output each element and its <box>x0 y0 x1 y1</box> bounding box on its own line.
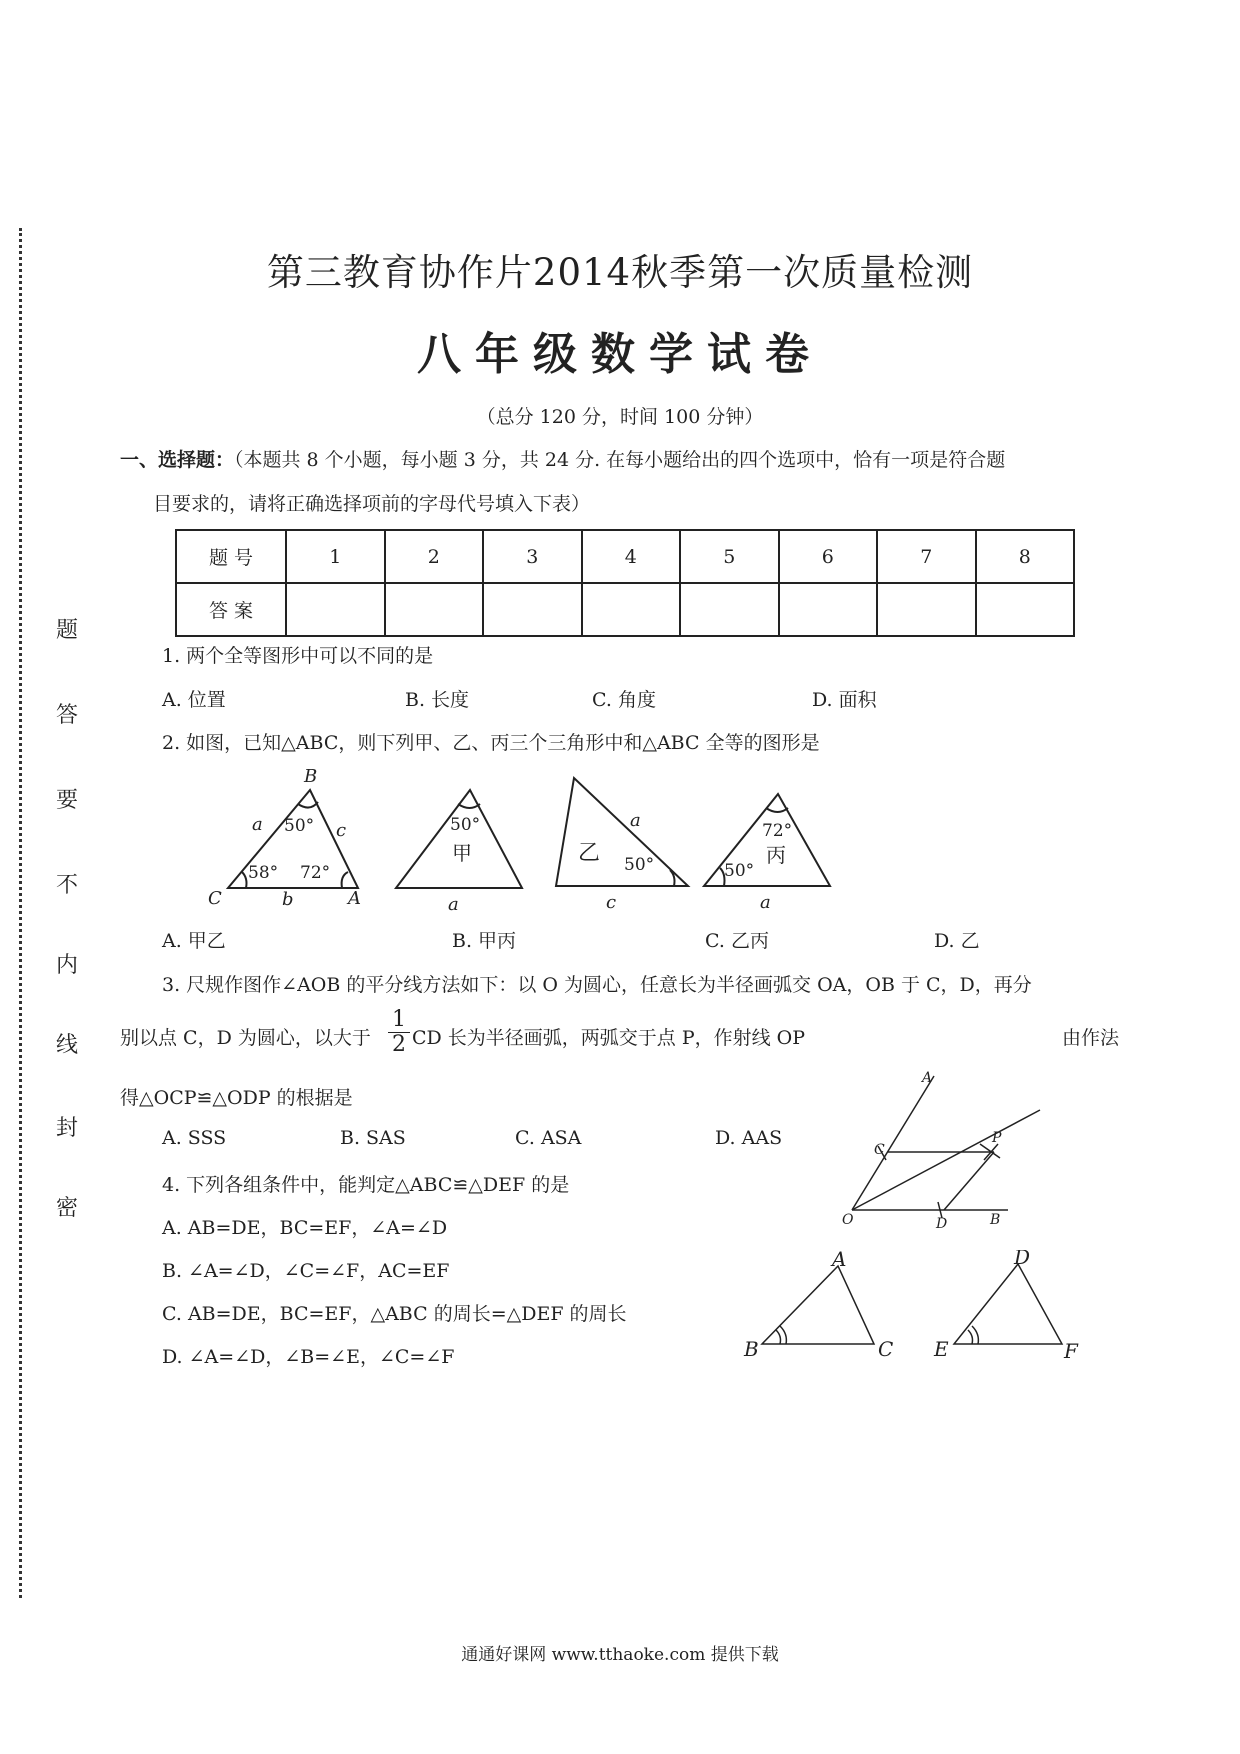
triangle-yi <box>556 778 688 886</box>
q4-option-c: C. AB=DE，BC=EF，△ABC 的周长=△DEF 的周长 <box>162 1303 627 1325</box>
label-a-vertex: A <box>348 888 361 909</box>
seal-char: 不 <box>56 873 79 898</box>
jia-side-label: a <box>448 894 459 915</box>
table-header-cell: 题 号 <box>176 530 286 583</box>
question-1-stem: 1. 两个全等图形中可以不同的是 <box>162 645 434 667</box>
q2-triangles-figure <box>200 760 860 920</box>
q1-option-b: B. 长度 <box>405 689 470 711</box>
section-desc-line1: （本题共 8 个小题，每小题 3 分，共 24 分. 在每小题给出的四个选项中，恰有一项是符合题 <box>234 449 1006 471</box>
fraction-one-half <box>388 1008 410 1057</box>
triangle-jia <box>396 790 522 888</box>
seal-char: 封 <box>56 1116 79 1141</box>
q4-option-d: D. ∠A=∠D，∠B=∠E，∠C=∠F <box>162 1346 455 1368</box>
answer-cell[interactable] <box>680 583 779 636</box>
q2-option-b: B. 甲丙 <box>452 930 517 952</box>
question-number-cell: 8 <box>976 530 1075 583</box>
question-3-line2-pre: 别以点 C，D 为圆心，以大于 <box>120 1027 371 1049</box>
fraction-numerator: 1 <box>388 1008 410 1033</box>
section-heading: 一、选择题： <box>120 449 235 471</box>
bing-side-label: a <box>760 892 771 913</box>
page-footer: 通通好课网 www.tthaoke.com 提供下载 <box>461 1645 779 1665</box>
seal-char: 线 <box>56 1033 79 1058</box>
bing-angle2-label: 50° <box>724 861 755 881</box>
q4-label-b: B <box>744 1337 759 1361</box>
q4-option-b: B. ∠A=∠D，∠C=∠F，AC=EF <box>162 1260 450 1282</box>
table-header-cell: 答 案 <box>176 583 286 636</box>
answer-cell[interactable] <box>877 583 976 636</box>
question-3-line1: 3. 尺规作图作∠AOB 的平分线方法如下：以 O 为圆心，任意长为半径画弧交 OA，OB 于 C，D，再分 <box>162 974 1032 996</box>
jia-name: 甲 <box>452 841 472 865</box>
fig-label-p: P <box>992 1130 1002 1146</box>
answer-cell[interactable] <box>779 583 878 636</box>
q2-option-d: D. 乙 <box>934 930 980 952</box>
side-b-label: b <box>282 889 294 910</box>
q1-option-d: D. 面积 <box>812 689 877 711</box>
exam-info: （总分 120 分，时间 100 分钟） <box>476 406 764 428</box>
angle-bisector-figure <box>840 1070 1060 1236</box>
question-number-cell: 1 <box>286 530 385 583</box>
question-3-line2-end: 由作法 <box>1062 1027 1120 1049</box>
q4-label-c: C <box>878 1337 894 1361</box>
q3-option-b: B. SAS <box>340 1127 406 1149</box>
question-number-cell: 4 <box>582 530 681 583</box>
answer-table <box>175 529 1075 637</box>
yi-name: 乙 <box>578 841 601 866</box>
exam-subject: 八年级数学试卷 <box>417 329 823 380</box>
q4-label-f: F <box>1064 1339 1078 1363</box>
q2-option-c: C. 乙丙 <box>705 930 769 952</box>
fraction-denominator: 2 <box>392 1032 406 1057</box>
question-2-stem: 2. 如图，已知△ABC，则下列甲、乙、丙三个三角形中和△ABC 全等的图形是 <box>162 732 820 754</box>
exam-title: 第三教育协作片2014秋季第一次质量检测 <box>266 251 974 294</box>
fig-label-o: O <box>842 1212 854 1228</box>
q1-option-c: C. 角度 <box>592 689 656 711</box>
section-desc-line2: 目要求的，请将正确选择项前的字母代号填入下表） <box>153 493 591 515</box>
yi-side-c-label: c <box>606 892 617 913</box>
q4-option-a: A. AB=DE，BC=EF，∠A=∠D <box>162 1217 448 1239</box>
answer-cell[interactable] <box>483 583 582 636</box>
question-number-cell: 2 <box>385 530 484 583</box>
label-b-vertex: B <box>304 766 318 787</box>
table-row <box>176 583 1074 636</box>
question-number-cell: 6 <box>779 530 878 583</box>
table-row <box>176 530 1074 583</box>
jia-angle-label: 50° <box>450 815 481 835</box>
bing-name: 丙 <box>766 843 786 867</box>
angle-c-label: 58° <box>248 863 279 883</box>
q4-triangles-figure <box>738 1250 1098 1366</box>
question-number-cell: 7 <box>877 530 976 583</box>
answer-cell[interactable] <box>976 583 1075 636</box>
seal-char: 密 <box>56 1196 79 1221</box>
question-number-cell: 3 <box>483 530 582 583</box>
q4-label-d: D <box>1014 1250 1031 1269</box>
q2-option-a: A. 甲乙 <box>162 930 226 952</box>
seal-char: 题 <box>56 618 79 643</box>
side-a-label: a <box>252 814 263 835</box>
angle-b-label: 50° <box>284 816 315 836</box>
seal-char: 要 <box>56 788 79 813</box>
answer-cell[interactable] <box>286 583 385 636</box>
q3-option-a: A. SSS <box>162 1127 227 1149</box>
fig-label-d: D <box>936 1216 948 1232</box>
answer-cell[interactable] <box>385 583 484 636</box>
angle-a-label: 72° <box>300 863 331 883</box>
seal-dotted-line <box>19 228 22 1598</box>
fig-label-b: B <box>990 1212 1001 1228</box>
yi-angle-label: 50° <box>624 855 655 875</box>
bing-angle1-label: 72° <box>762 821 793 841</box>
q1-option-a: A. 位置 <box>162 689 226 711</box>
section-description <box>120 445 1005 472</box>
question-4-stem: 4. 下列各组条件中，能判定△ABC≌△DEF 的是 <box>162 1174 570 1196</box>
q4-label-a: A <box>832 1250 847 1271</box>
question-number-cell: 5 <box>680 530 779 583</box>
label-c-vertex: C <box>208 888 222 909</box>
question-3-line3: 得△OCP≌△ODP 的根据是 <box>120 1087 353 1109</box>
question-3-line2-post: CD 长为半径画弧，两弧交于点 P，作射线 OP <box>412 1027 806 1049</box>
fig-label-a: A <box>922 1070 933 1086</box>
q3-option-d: D. AAS <box>715 1127 783 1149</box>
answer-cell[interactable] <box>582 583 681 636</box>
seal-char: 答 <box>56 703 79 728</box>
yi-side-a-label: a <box>630 810 641 831</box>
side-c-label: c <box>336 820 347 841</box>
q3-option-c: C. ASA <box>515 1127 582 1149</box>
q4-label-e: E <box>934 1337 949 1361</box>
seal-char: 内 <box>56 953 79 978</box>
fig-label-c: C <box>874 1142 885 1158</box>
